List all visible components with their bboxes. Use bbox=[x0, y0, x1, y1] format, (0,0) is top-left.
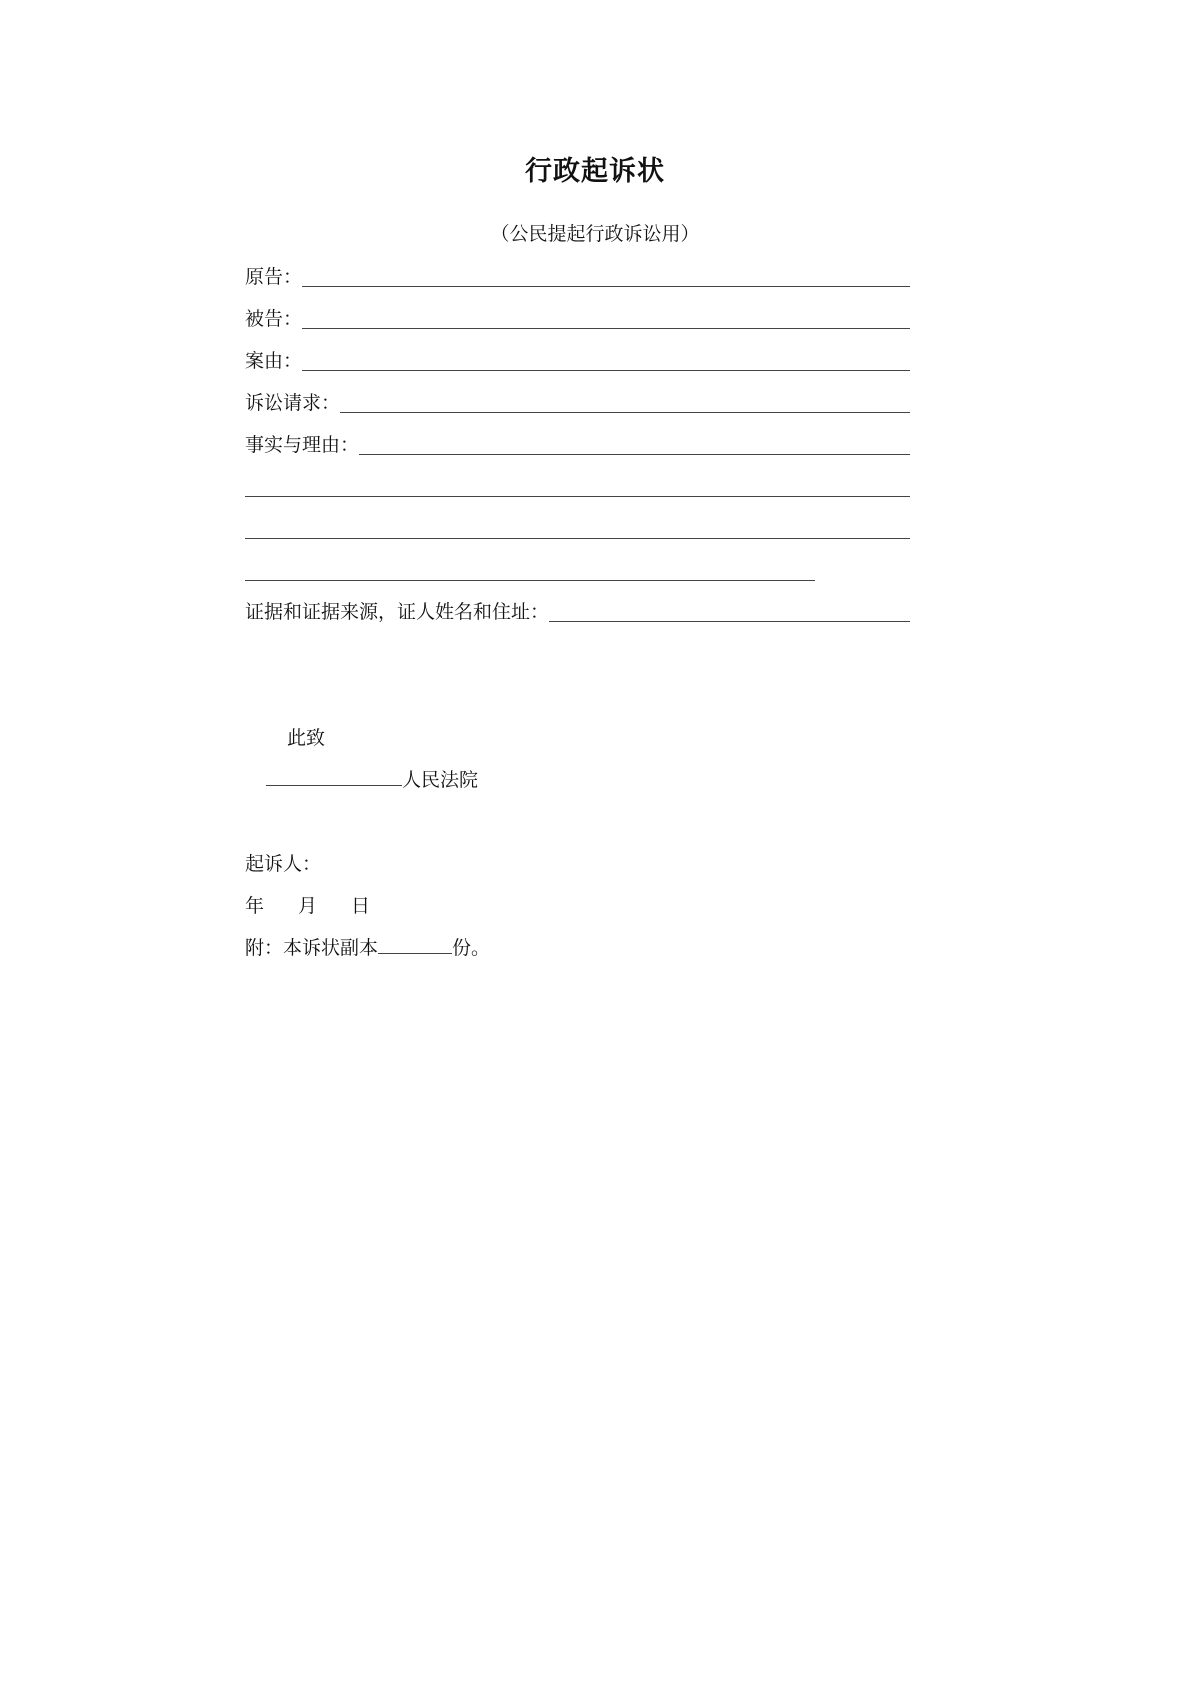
document-subtitle: （公民提起行政诉讼用） bbox=[490, 223, 700, 245]
claims-row bbox=[245, 388, 910, 418]
evidence-blank-line bbox=[549, 621, 910, 622]
defendant-label: 被告： bbox=[245, 308, 303, 330]
salutation: 此致 bbox=[287, 727, 326, 749]
plaintiff-label: 原告： bbox=[245, 266, 303, 288]
facts-continuation-line bbox=[245, 538, 910, 539]
facts-label: 事实与理由： bbox=[245, 434, 360, 456]
cause-row bbox=[245, 346, 910, 376]
court-line bbox=[266, 765, 478, 795]
cause-label: 案由： bbox=[245, 350, 303, 372]
court-suffix: 人民法院 bbox=[402, 769, 479, 791]
claims-label: 诉讼请求： bbox=[245, 392, 341, 414]
plaintiff-blank-line bbox=[302, 286, 910, 287]
complainant-label: 起诉人： bbox=[245, 853, 322, 875]
plaintiff-row bbox=[245, 262, 910, 292]
facts-blank-line bbox=[359, 454, 910, 455]
document-title: 行政起诉状 bbox=[525, 156, 665, 187]
attachment-line bbox=[245, 933, 490, 963]
court-name-blank bbox=[266, 765, 402, 786]
attachment-prefix: 附：本诉状副本 bbox=[245, 937, 379, 959]
attachment-suffix: 份。 bbox=[452, 937, 491, 959]
copies-count-blank bbox=[378, 933, 452, 954]
facts-continuation-line bbox=[245, 580, 815, 581]
evidence-row bbox=[245, 597, 910, 627]
date-year: 年 bbox=[245, 895, 265, 917]
facts-continuation-line bbox=[245, 496, 910, 497]
date-line bbox=[245, 891, 370, 921]
defendant-row bbox=[245, 304, 910, 334]
evidence-label: 证据和证据来源，证人姓名和住址： bbox=[245, 601, 550, 623]
date-day: 日 bbox=[351, 895, 371, 917]
date-month: 月 bbox=[298, 895, 318, 917]
claims-blank-line bbox=[340, 412, 910, 413]
facts-row bbox=[245, 430, 910, 460]
cause-blank-line bbox=[302, 370, 910, 371]
defendant-blank-line bbox=[302, 328, 910, 329]
